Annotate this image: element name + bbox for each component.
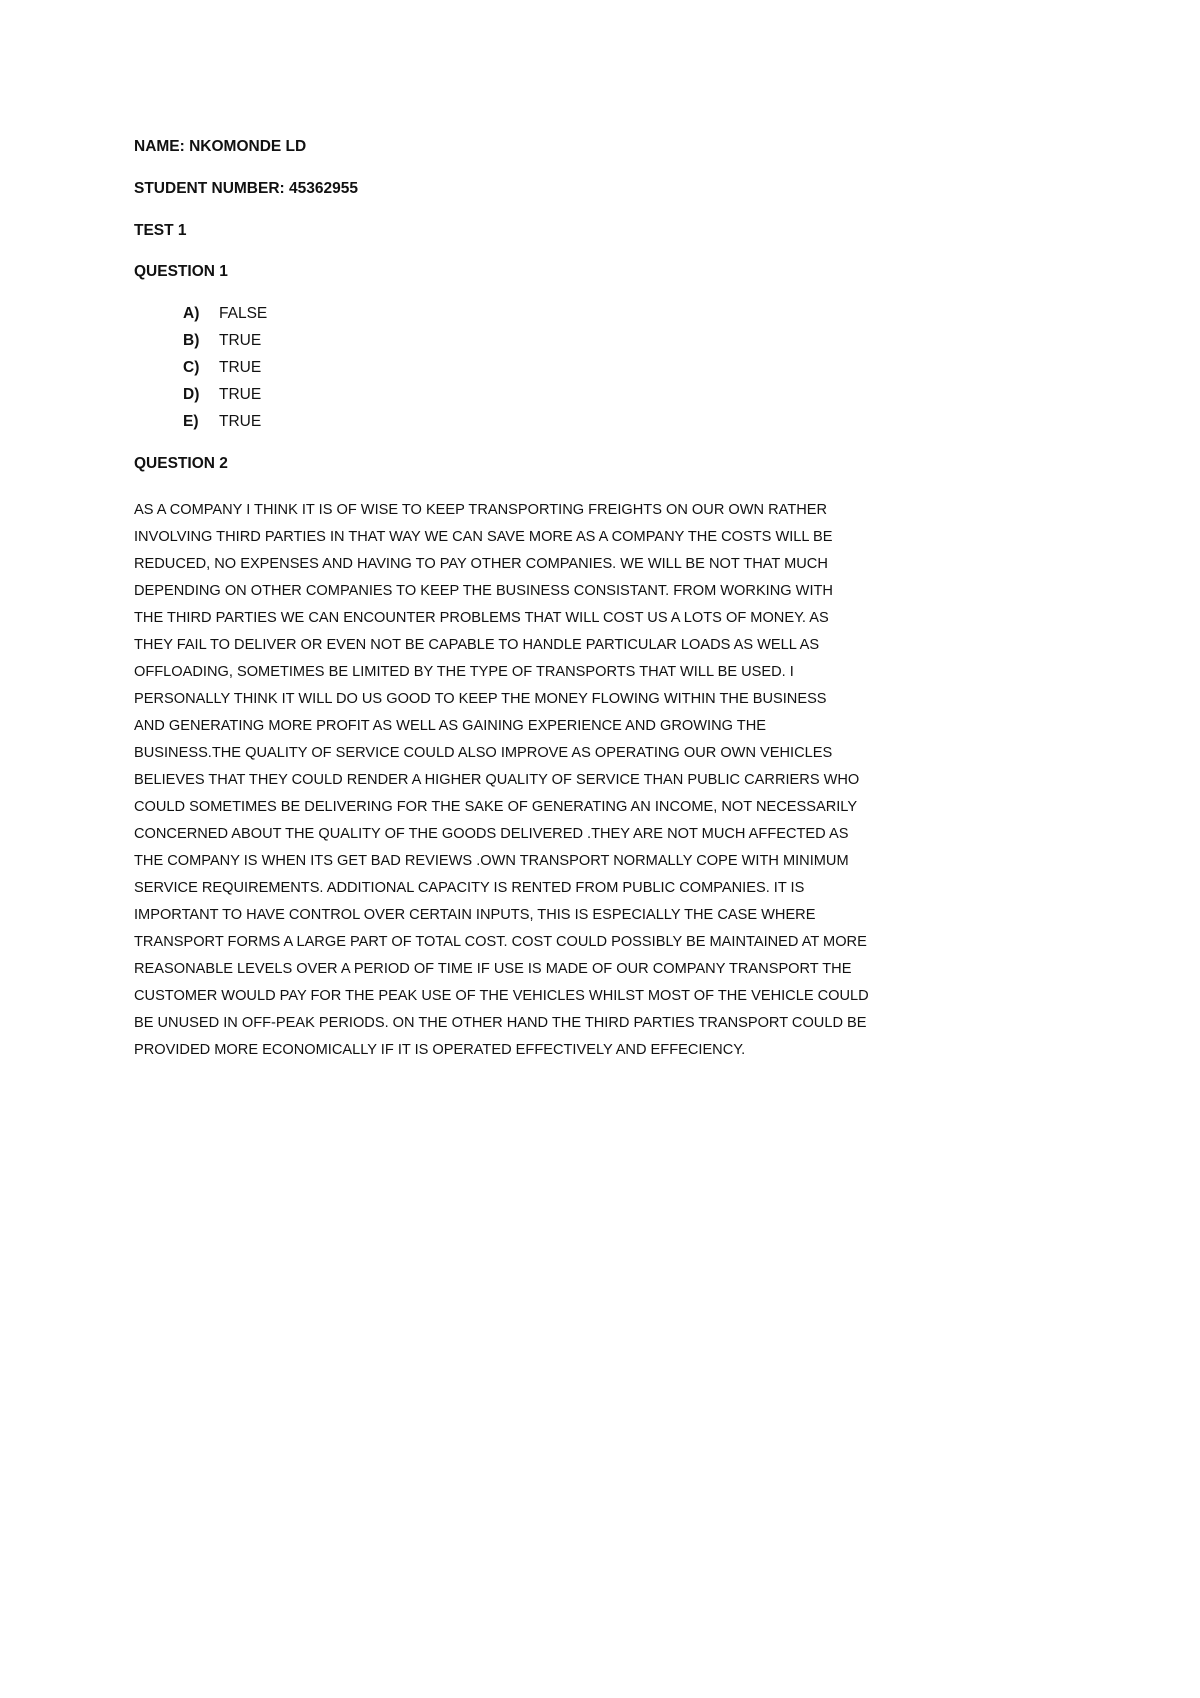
answer-item [183,332,261,350]
paragraph-line: BUSINESS.THE QUALITY OF SERVICE COULD ALSO IMPROVE AS OPERATING OUR OWN VEHICLES [134,745,833,761]
paragraph-line: OFFLOADING, SOMETIMES BE LIMITED BY THE TYPE OF TRANSPORTS THAT WILL BE USED. I [134,664,794,680]
paragraph-line: COULD SOMETIMES BE DELIVERING FOR THE SAKE OF GENERATING AN INCOME, NOT NECESSARILY [134,799,858,815]
answer-value: TRUE [219,386,262,403]
answer-value: TRUE [219,359,262,376]
answer-item [183,413,261,431]
answer-label: A) [183,305,200,322]
paragraph-line: IMPORTANT TO HAVE CONTROL OVER CERTAIN INPUTS, THIS IS ESPECIALLY THE CASE WHERE [134,907,816,923]
paragraph-line: REASONABLE LEVELS OVER A PERIOD OF TIME IF USE IS MADE OF OUR COMPANY TRANSPORT THE [134,961,852,977]
answer-item [183,386,261,404]
answer-value: TRUE [219,413,262,430]
paragraph-line: THE COMPANY IS WHEN ITS GET BAD REVIEWS .OWN TRANSPORT NORMALLY COPE WITH MINIMUM [134,853,849,869]
paragraph-line: THEY FAIL TO DELIVER OR EVEN NOT BE CAPABLE TO HANDLE PARTICULAR LOADS AS WELL AS [134,637,820,653]
paragraph-line: AS A COMPANY I THINK IT IS OF WISE TO KEEP TRANSPORTING FREIGHTS ON OUR OWN RATHER [134,502,828,518]
paragraph-line: REDUCED, NO EXPENSES AND HAVING TO PAY OTHER COMPANIES. WE WILL BE NOT THAT MUCH [134,556,828,572]
answer-value: TRUE [219,332,262,349]
answer-value: FALSE [219,305,268,322]
paragraph-line: PROVIDED MORE ECONOMICALLY IF IT IS OPERATED EFFECTIVELY AND EFFECIENCY. [134,1042,746,1058]
answer-label: E) [183,413,199,430]
paragraph-line: CONCERNED ABOUT THE QUALITY OF THE GOODS DELIVERED .THEY ARE NOT MUCH AFFECTED AS [134,826,849,842]
question-2-heading: QUESTION 2 [134,455,228,472]
question-1-heading: QUESTION 1 [134,263,228,280]
student-number: STUDENT NUMBER: 45362955 [134,180,358,197]
answer-item [183,359,261,377]
paragraph-line: BELIEVES THAT THEY COULD RENDER A HIGHER QUALITY OF SERVICE THAN PUBLIC CARRIERS WHO [134,772,860,788]
paragraph-line: DEPENDING ON OTHER COMPANIES TO KEEP THE BUSINESS CONSISTANT. FROM WORKING WITH [134,583,833,599]
answer-item [183,305,267,323]
paragraph-line: BE UNUSED IN OFF-PEAK PERIODS. ON THE OTHER HAND THE THIRD PARTIES TRANSPORT COULD BE [134,1015,867,1031]
student-name: NAME: NKOMONDE LD [134,138,307,155]
paragraph-line: SERVICE REQUIREMENTS. ADDITIONAL CAPACITY IS RENTED FROM PUBLIC COMPANIES. IT IS [134,880,805,896]
answer-label: B) [183,332,200,349]
paragraph-line: AND GENERATING MORE PROFIT AS WELL AS GAINING EXPERIENCE AND GROWING THE [134,718,766,734]
test-title: TEST 1 [134,222,187,239]
paragraph-line: THE THIRD PARTIES WE CAN ENCOUNTER PROBLEMS THAT WILL COST US A LOTS OF MONEY. AS [134,610,829,626]
paragraph-line: INVOLVING THIRD PARTIES IN THAT WAY WE CAN SAVE MORE AS A COMPANY THE COSTS WILL BE [134,529,833,545]
paragraph-line: PERSONALLY THINK IT WILL DO US GOOD TO KEEP THE MONEY FLOWING WITHIN THE BUSINESS [134,691,827,707]
paragraph-line: TRANSPORT FORMS A LARGE PART OF TOTAL COST. COST COULD POSSIBLY BE MAINTAINED AT MORE [134,934,867,950]
answer-label: C) [183,359,200,376]
paragraph-line: CUSTOMER WOULD PAY FOR THE PEAK USE OF THE VEHICLES WHILST MOST OF THE VEHICLE COULD [134,988,869,1004]
question-2-answer-paragraph [134,497,869,1064]
answer-label: D) [183,386,200,403]
